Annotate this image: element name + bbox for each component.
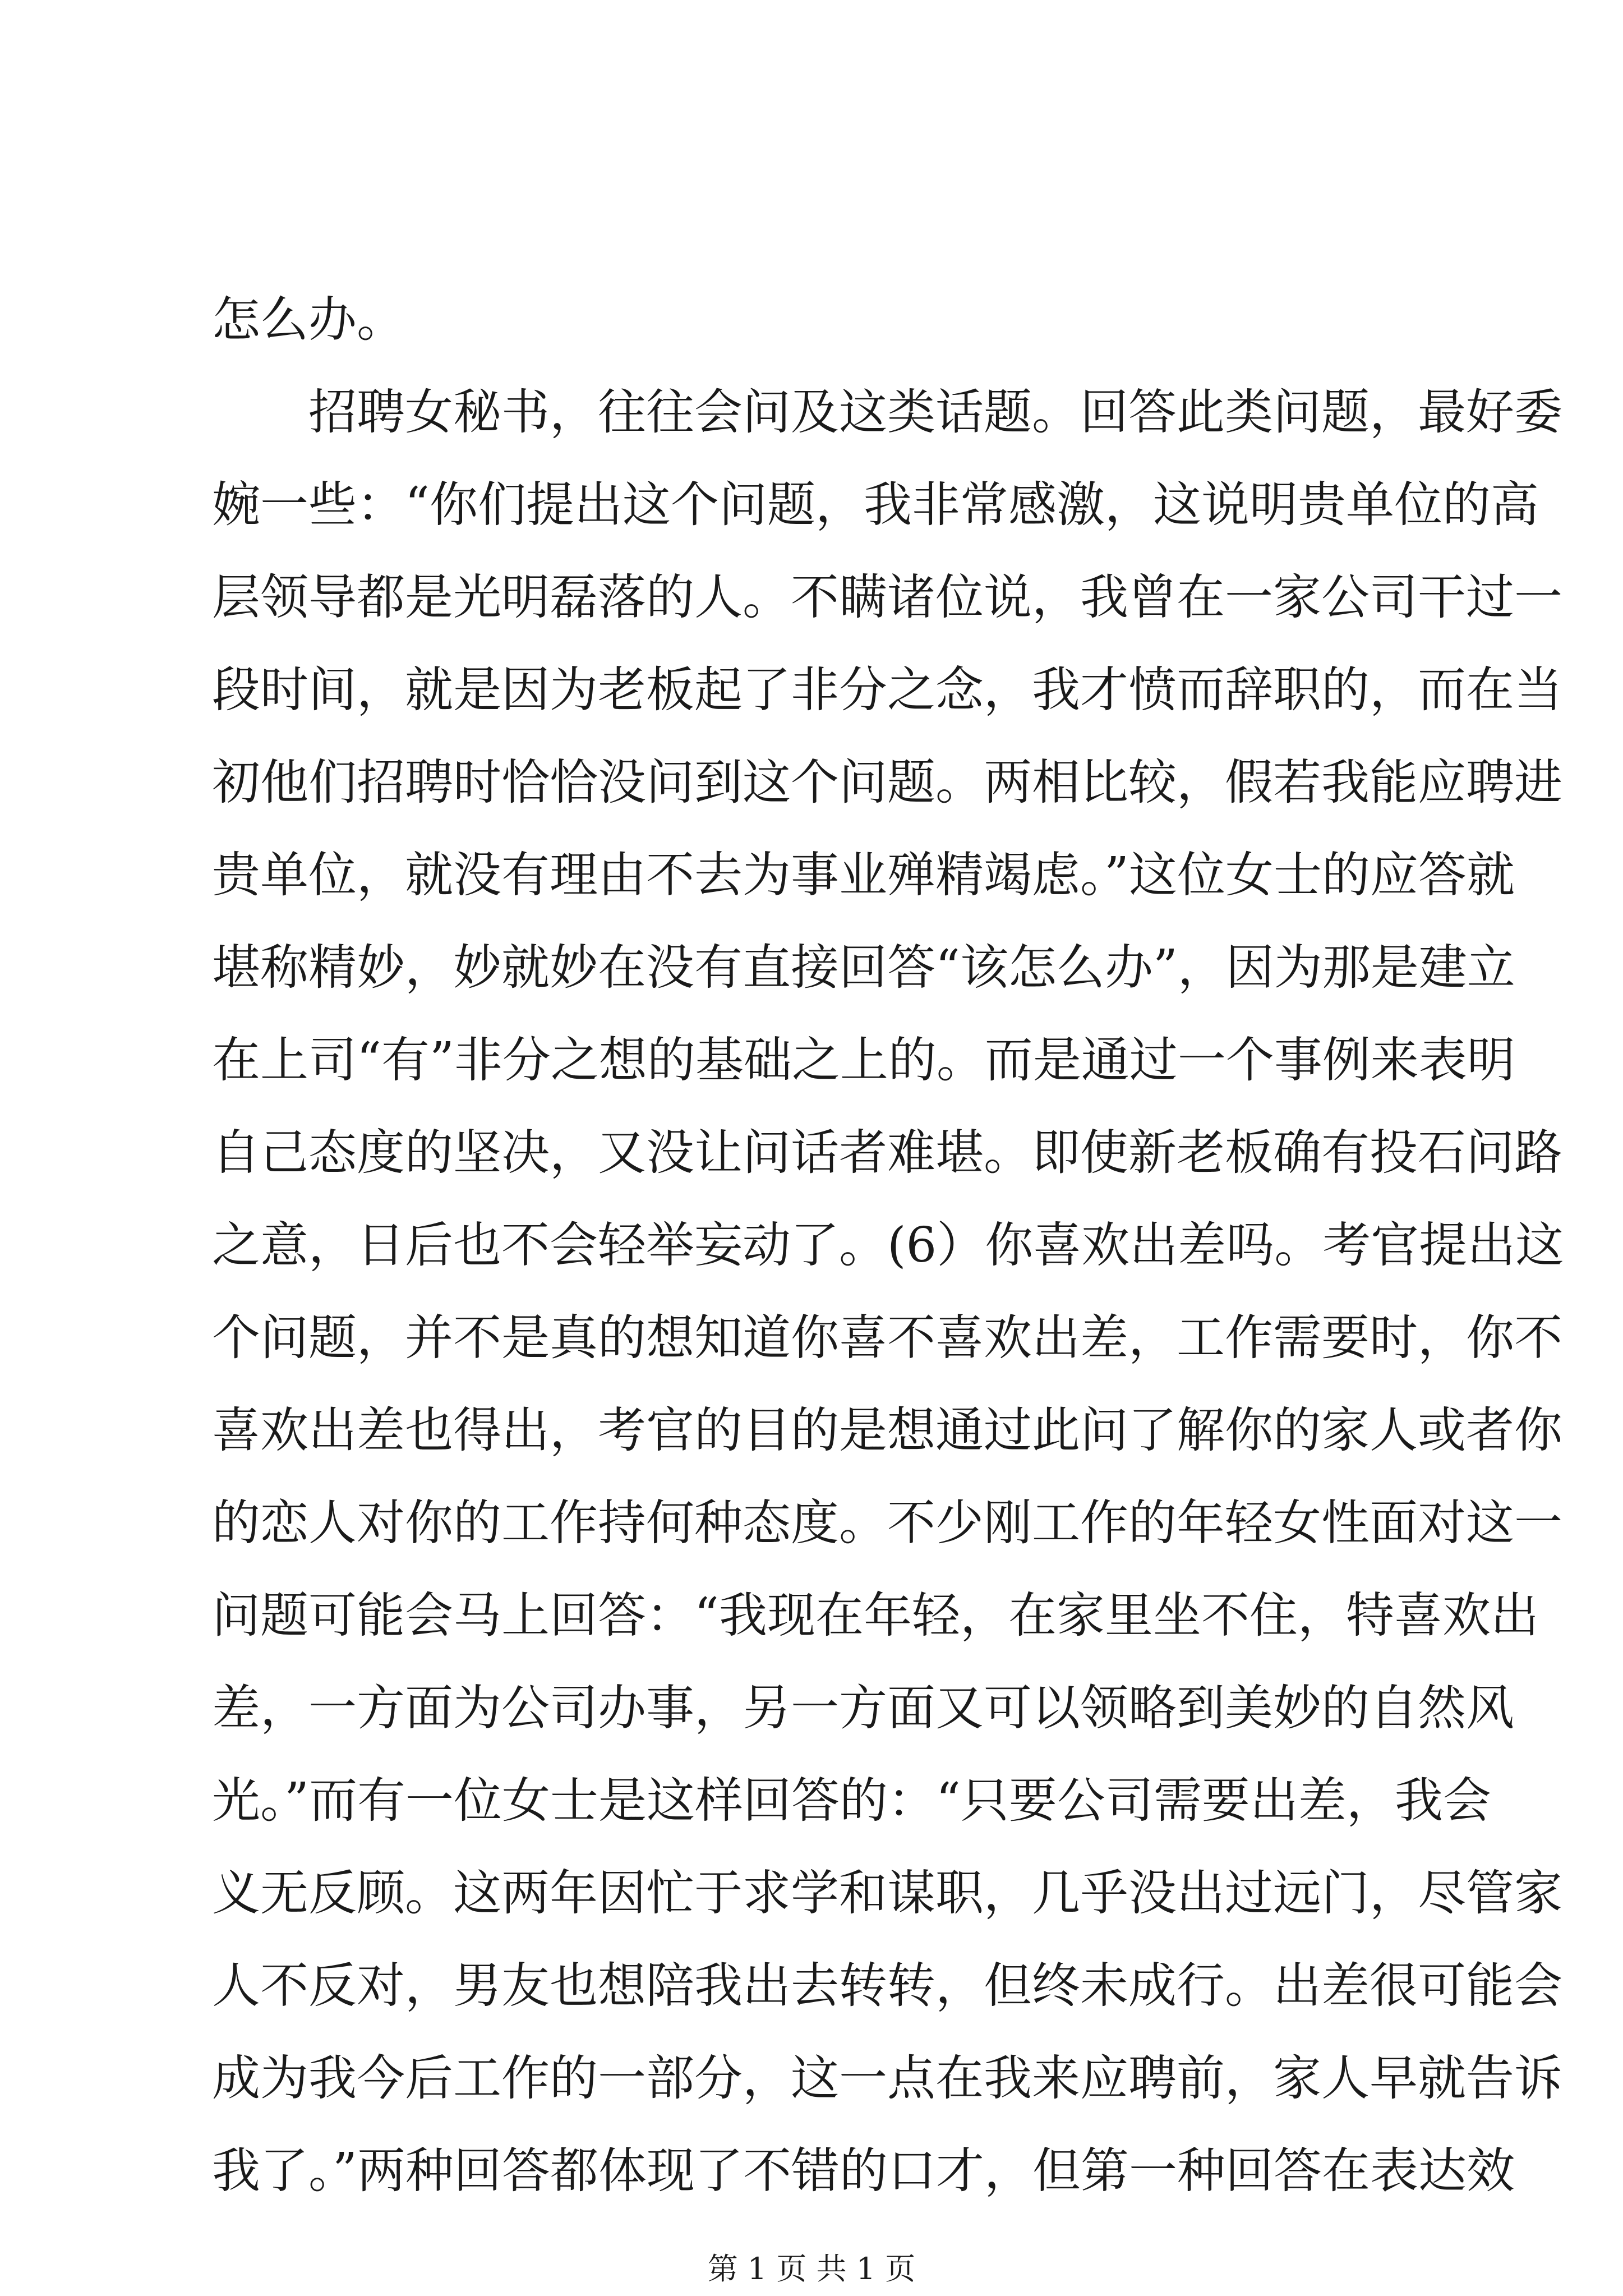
text-line: 问题可能会马上回答：“我现在年轻，在家里坐不住，特喜欢出 [212, 1588, 1539, 1644]
text-line: 差，一方面为公司办事，另一方面又可以领略到美妙的自然风 [212, 1680, 1514, 1736]
text-line: 在上司“有”非分之想的基础之上的。而是通过一个事例来表明 [212, 1032, 1515, 1088]
text-line: 义无反顾。这两年因忙于求学和谋职，几乎没出过远门，尽管家 [212, 1865, 1562, 1921]
paragraph-first-line: 招聘女秘书，往往会问及这类话题。回答此类问题，最好委 [308, 384, 1562, 440]
page-footer: 第 1 页 共 1 页 [707, 2251, 916, 2286]
text-line: 段时间，就是因为老板起了非分之念，我才愤而辞职的，而在当 [212, 662, 1562, 718]
text-line: 层领导都是光明磊落的人。不瞒诸位说，我曾在一家公司干过一 [212, 569, 1562, 625]
text-line: 自己态度的坚决，又没让问话者难堪。即使新老板确有投石问路 [212, 1125, 1562, 1181]
text-line: 初他们招聘时恰恰没问到这个问题。两相比较，假若我能应聘进 [212, 754, 1562, 811]
text-line: 怎么办。 [212, 292, 405, 348]
text-line: 贵单位，就没有理由不去为事业殚精竭虑。”这位女士的应答就 [212, 847, 1515, 903]
text-line: 婉一些：“你们提出这个问题，我非常感激，这说明贵单位的高 [212, 477, 1539, 533]
text-line: 成为我今后工作的一部分，这一点在我来应聘前，家人早就告诉 [212, 2050, 1562, 2106]
text-line: 个问题，并不是真的想知道你喜不喜欢出差，工作需要时，你不 [212, 1310, 1562, 1366]
text-line: 的恋人对你的工作持何种态度。不少刚工作的年轻女性面对这一 [212, 1495, 1562, 1551]
text-line: 喜欢出差也得出，考官的目的是想通过此问了解你的家人或者你 [212, 1402, 1562, 1458]
text-line: 堪称精妙，妙就妙在没有直接回答“该怎么办”，因为那是建立 [212, 940, 1515, 996]
text-line: 我了。”两种回答都体现了不错的口才，但第一种回答在表达效 [212, 2143, 1515, 2199]
text-line: 人不反对，男友也想陪我出去转转，但终未成行。出差很可能会 [212, 1958, 1562, 2014]
text-line: 之意，日后也不会轻举妄动了。(6）你喜欢出差吗。考官提出这 [212, 1217, 1564, 1273]
text-line: 光。”而有一位女士是这样回答的：“只要公司需要出差，我会 [212, 1773, 1491, 1829]
